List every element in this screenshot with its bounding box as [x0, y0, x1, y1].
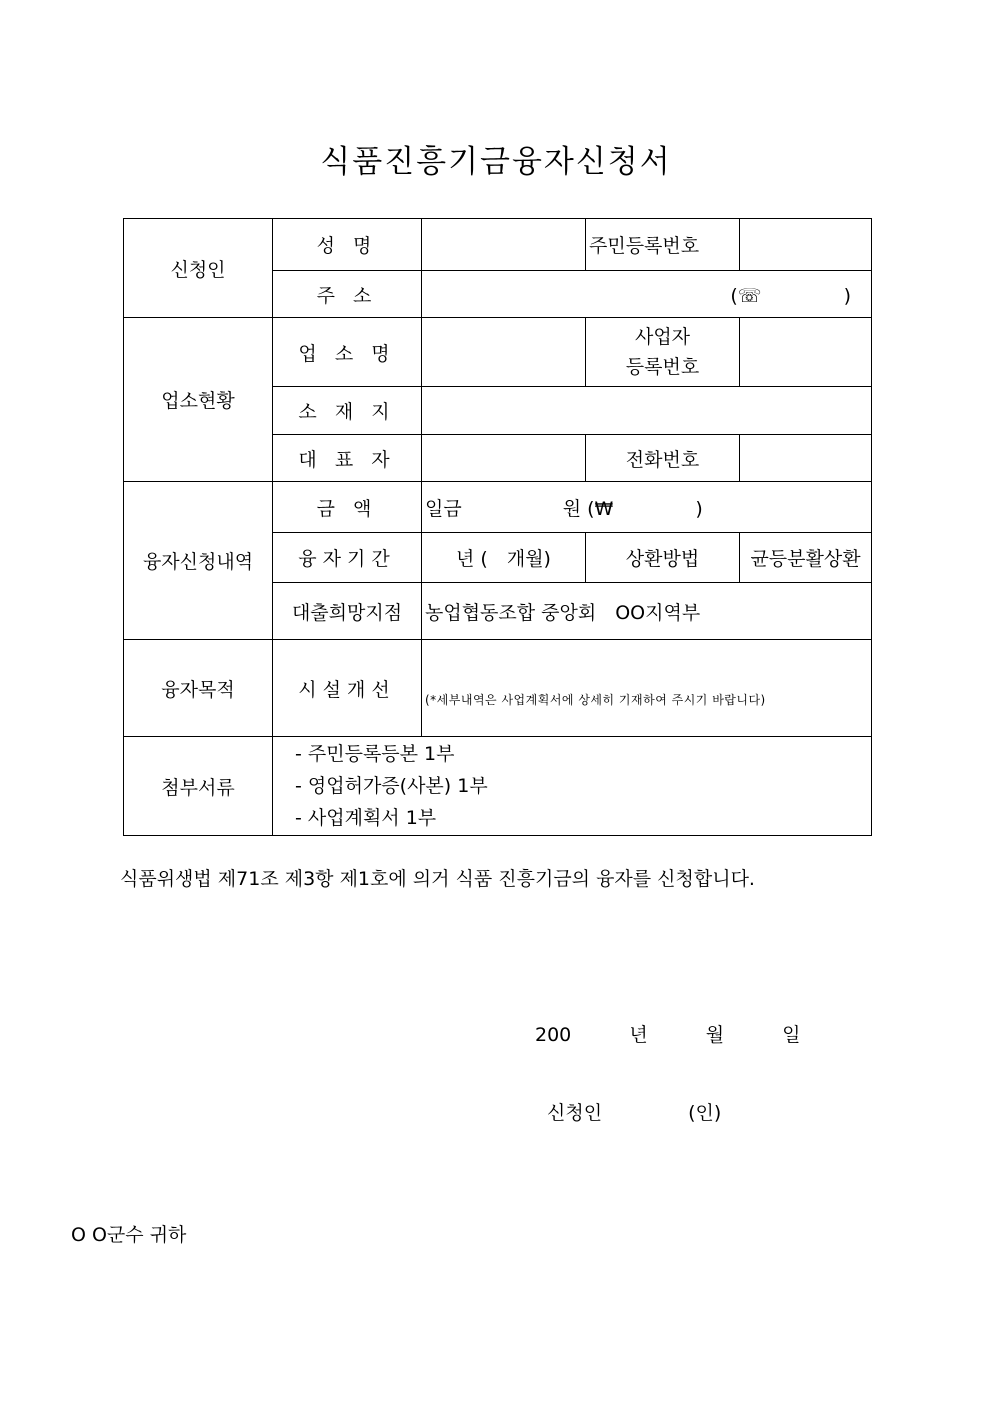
biz-no-field[interactable] [740, 318, 872, 387]
section-applicant: 신청인 [124, 219, 273, 318]
biz-no-label: 사업자 등록번호 [586, 318, 740, 387]
attachment-list [273, 737, 872, 836]
resident-no-field[interactable] [740, 219, 872, 271]
representative-field[interactable] [422, 435, 586, 482]
repay-value: 균등분활상환 [740, 533, 872, 583]
application-table [123, 218, 872, 836]
phone-label: 전화번호 [586, 435, 740, 482]
year-value[interactable]: 200 [535, 1024, 572, 1046]
attachment-item: - 주민등록등본 1부 [295, 743, 455, 765]
year-unit: 년 [629, 1024, 648, 1046]
statement-text: 식품위생법 제71조 제3항 제1호에 의거 식품 진흥기금의 융자를 신청합니다. [120, 868, 755, 890]
location-field[interactable] [422, 387, 872, 435]
purpose-note: (*세부내역은 사업계획서에 상세히 기재하여 주시기 바랍니다) [425, 692, 766, 707]
repay-label: 상환방법 [586, 533, 740, 583]
amount-field[interactable]: 일금 원 (₩ ) [422, 482, 872, 533]
business-name-field[interactable] [422, 318, 586, 387]
name-field[interactable] [422, 219, 586, 271]
phone-field[interactable] [740, 435, 872, 482]
signer-label: 신청인 [547, 1102, 603, 1124]
period-field[interactable]: 년 ( 개월) [422, 533, 586, 583]
purpose-field[interactable] [422, 640, 872, 737]
business-name-label: 업 소 명 [273, 318, 422, 387]
form-title: 식품진흥기금융자신청서 [320, 144, 672, 180]
section-business: 업소현황 [124, 318, 273, 482]
section-attachments: 첨부서류 [124, 737, 273, 836]
recipient: O O군수 귀하 [71, 1224, 187, 1246]
address-field[interactable] [422, 271, 872, 318]
day-unit: 일 [782, 1024, 801, 1046]
seal-mark[interactable]: (인) [688, 1102, 722, 1124]
phone-hint: (☏ ) [730, 284, 851, 307]
representative-label: 대 표 자 [273, 435, 422, 482]
section-purpose: 융자목적 [124, 640, 273, 737]
branch-value: 농업협동조합 중앙회 OO지역부 [422, 583, 872, 640]
amount-label: 금 액 [273, 482, 422, 533]
signer-line [547, 1098, 721, 1125]
period-label: 융자기간 [273, 533, 422, 583]
attachment-item: - 사업계획서 1부 [295, 807, 437, 829]
date-line [535, 1020, 832, 1047]
branch-label: 대출희망지점 [273, 583, 422, 640]
month-unit: 월 [705, 1024, 725, 1046]
attachment-item: - 영업허가증(사본) 1부 [295, 775, 488, 797]
name-label: 성 명 [273, 219, 422, 271]
location-label: 소 재 지 [273, 387, 422, 435]
address-label: 주 소 [273, 271, 422, 318]
resident-no-label: 주민등록번호 [586, 219, 740, 271]
purpose-label: 시설개선 [273, 640, 422, 737]
section-loan: 융자신청내역 [124, 482, 273, 640]
